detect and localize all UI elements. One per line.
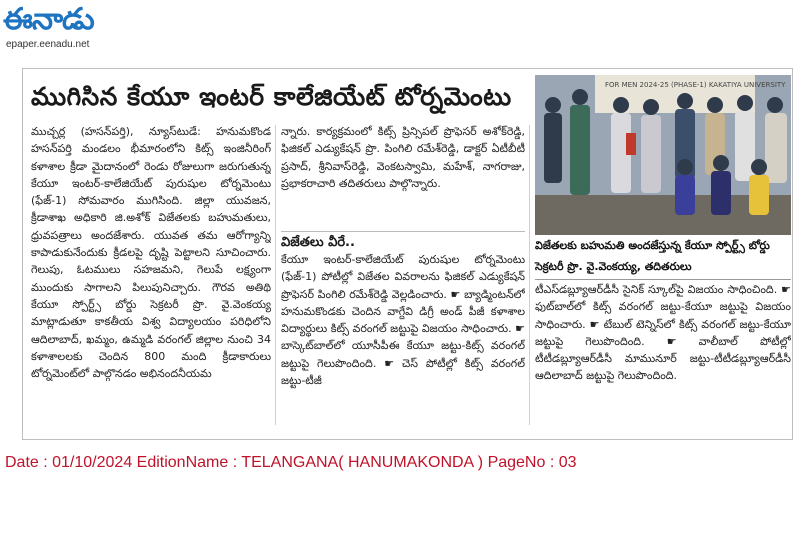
- column-divider-2: [529, 125, 530, 425]
- section-rule: [281, 231, 525, 232]
- banner-text: FOR MEN 2024-25 (PHASE-1) KAKATIYA UNIVERSITY: [605, 81, 786, 89]
- article-headline: ముగిసిన కేయూ ఇంటర్ కాలేజియేట్ టోర్నమెంటు: [31, 82, 512, 111]
- winners-text: కేయూ ఇంటర్-కాలేజియేట్ పురుషుల టోర్నమెంటు (ఫేజ్-1) పోటీల్లో విజేతల వివరాలను ఫిజికల్ ఎడ్యుకేషన్ ప్రొఫెసర్ పింగిలి రమేశ్‌రెడ్డి వెల్లడించారు. ☛ బ్యాడ్మింటన్‌లో హనుమకొండకు చెందిన వాగ్దేవి డిగ్రీ అండ్ పీజీ కళాశాల విద్యార్థులు కిట్స్ వరంగల్ జట్టుపై విజయం సాధించారు. ☛ బాస్కెట్‌బాల్‌లో యూసీపీఈ కేయూ జట్టు-కిట్స్ వరంగల్ జట్టుపై గెలుపొందింది. ☛ చెస్ పోటీల్లో కిట్స్ వరంగల్ జట్టు-టీజీ: [281, 253, 525, 388]
- logo-text: ఈనాడు: [3, 2, 94, 37]
- photo-caption: విజేతలకు బహుమతి అందజేస్తున్న కేయూ స్పోర్ట్స్ బోర్డు సెక్రటరీ ప్రొ. వై.వెంకయ్య, తదితరులు: [535, 235, 791, 280]
- article-photo: [535, 75, 791, 235]
- news-clipping: [22, 68, 793, 440]
- edition-footer: Date : 01/10/2024 EditionName : TELANGANA( HANUMAKONDA ) PageNo : 03: [5, 454, 577, 471]
- article-column-3: టీఎస్‌డబ్ల్యూఆర్‌డీసీ సైనిక్ స్కూల్‌పై విజయం సాధించింది. ☛ ఫుట్‌బాల్‌లో కిట్స్ వరంగల్ జట్టు-కేయూ జట్టుపై విజయం సాధించారు. ☛ టేబుల్ టెన్నిస్‌లో కిట్స్ వరంగల్ జట్టు-కేయూ జట్టుపై గెలుపొందింది. ☛ వాలీబాల్ పోటీల్లో టీటీడబ్ల్యూఆర్‌డీసీ మామునూర్ జట్టు-టీటీడబ్ల్యూఆర్‌డీసీ ఆదిలాబాద్ జట్టుపై గెలుపొందింది.: [535, 283, 791, 383]
- column-divider: [275, 125, 276, 425]
- site-url: epaper.eenadu.net: [6, 39, 90, 50]
- article-column-1: ముచ్చర్ల (హసన్‌పర్తి), న్యూస్‌టుడే: హనుమకొండ హసన్‌పర్తి మండలం భీమారంలోని కిట్స్ ఇంజినీరింగ్ కళాశాల క్రీడా మైదానంలో రెండు రోజులుగా జరుగుతున్న కేయూ ఇంటర్-కాలేజియేట్ పురుషుల టోర్నమెంటు (ఫేజ్-1) సోమవారం ముగిసింది. జిల్లా యువజన, క్రీడాశాఖ అధికారి జి.అశోక్ విజేతలకు బహుమతులు, ధ్రువపత్రాలు అందజేశారు. యువత తమ ఆరోగ్యాన్ని కాపాడుకునేందుకు క్రీడలపై దృష్టి పెట్టాలని సూచించారు. గెలుపు, ఓటములు సహజమని, గెలుపే లక్ష్యంగా ముందుకు సాగాలని పిలుపునిచ్చారు. గౌరవ అతిథి కేయూ స్పోర్ట్స్ బోర్డు సెక్రటరీ ప్రొ. వై.వెంకయ్య మాట్లాడుతూ కాకతీయ విశ్వ విద్యాలయం పరిధిలోని ఆదిలాబాద్, ఖమ్మం, ఉమ్మడి వరంగల్ జిల్లాల నుంచి 34 కళాశాలలకు చెందిన 800 మంది క్రీడాకారులు టోర్నమెంట్‌లో పాల్గొనడం అభినందనీయమ: [31, 125, 271, 381]
- winners-subhead: విజేతలు వీరే..: [281, 235, 355, 250]
- article-column-2: న్నారు. కార్యక్రమంలో కిట్స్ ప్రిన్సిపల్ ప్రొఫెసర్ అశోక్‌రెడ్డి, ఫిజికల్ ఎడ్యుకేషన్ ప్రొ. పింగిలి రమేశ్‌రెడ్డి, డాక్టర్ ఏటీబీటీ ప్రసాద్, శ్రీనివాస్‌రెడ్డి, వెంకటస్వామి, మహేశ్, నాగరాజు, ప్రభాకరాచారి తదితరులు పాల్గొన్నారు.: [281, 125, 525, 190]
- photo-illustration: [535, 75, 791, 235]
- eenadu-logo[interactable]: [3, 4, 138, 52]
